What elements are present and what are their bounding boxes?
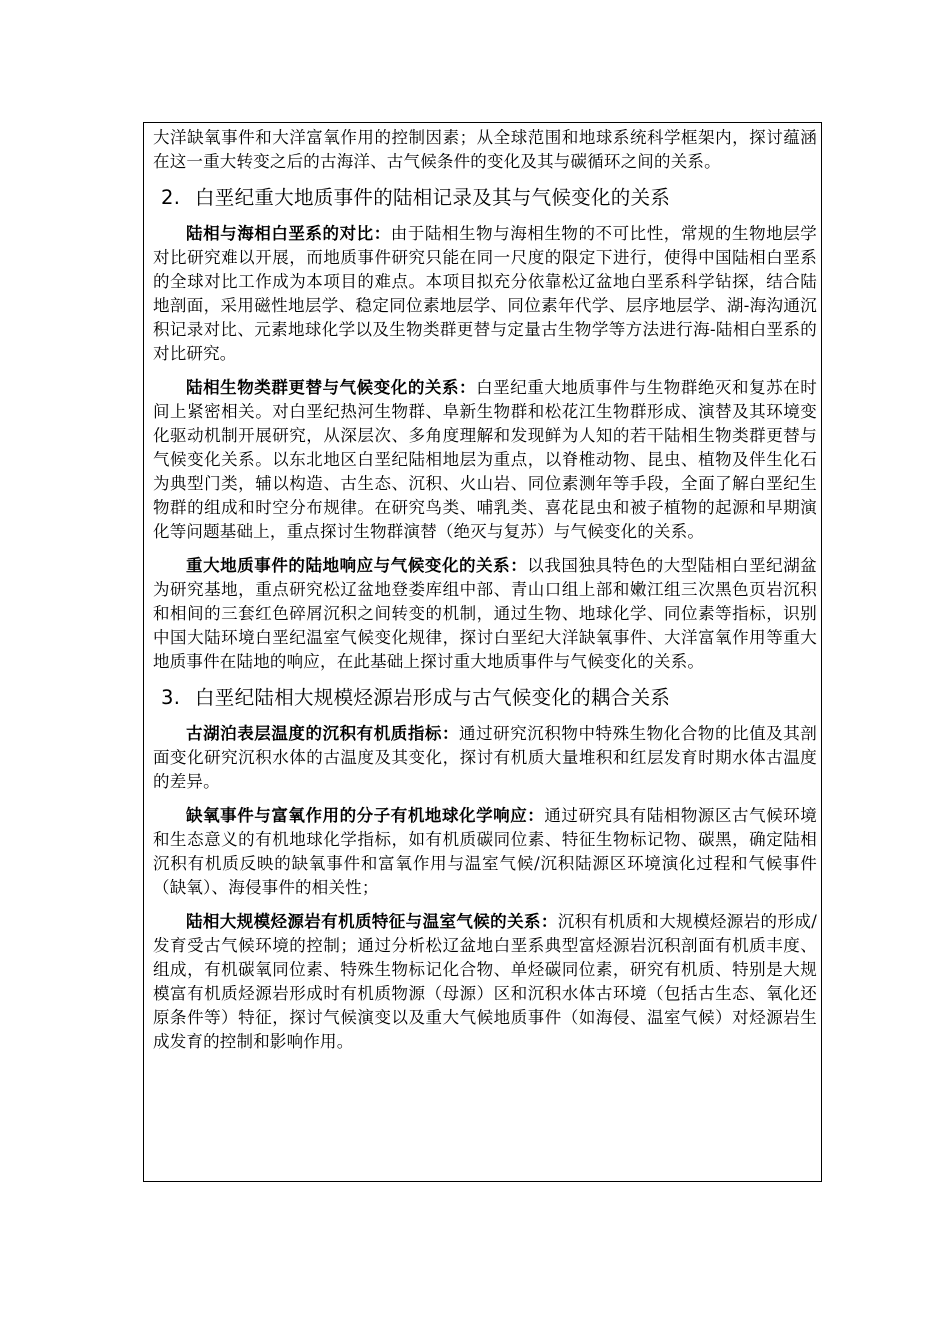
paragraph-text: 通过研究具有陆相物源区古气候环境和生态意义的有机地球化学指标，如有机质碳同位素、特征生物标记物、碳黑，确定陆相沉积有机质反映的缺氧事件和富氧作用与温室气候/沉积陆源区环境演化过程和气候事件（缺氧）、海侵事件的相关性； [153, 806, 817, 897]
document-body [153, 126, 817, 1054]
section-2-number: 2. [161, 186, 181, 209]
paragraph-lead: 缺氧事件与富氧作用的分子有机地球化学响应： [186, 806, 545, 825]
paragraph-lead: 重大地质事件的陆地响应与气候变化的关系： [186, 556, 528, 575]
section-2-paragraph-1 [153, 222, 817, 366]
section-2-heading [153, 184, 817, 212]
paragraph-text: 以我国独具特色的大型陆相白垩纪湖盆为研究基地，重点研究松辽盆地登娄库组中部、青山口组上部和嫩江组三次黑色页岩沉积和相间的三套红色碎屑沉积之间转变的机制，通过生物、地球化学、同位素等指标，识别中国大陆环境白垩纪温室气候变化规律，探讨白垩纪大洋缺氧事件、大洋富氧作用等重大地质事件在陆地的响应，在此基础上探讨重大地质事件与气候变化的关系。 [153, 556, 818, 671]
intro-paragraph: 大洋缺氧事件和大洋富氧作用的控制因素；从全球范围和地球系统科学框架内，探讨蕴涵在这一重大转变之后的古海洋、古气候条件的变化及其与碳循环之间的关系。 [153, 128, 817, 171]
paragraph-lead: 陆相大规模烃源岩有机质特征与温室气候的关系： [186, 912, 558, 931]
section-3-heading [153, 684, 817, 712]
section-3-number: 3. [161, 686, 181, 709]
paragraph-text: 沉积有机质和大规模烃源岩的形成/发育受古气候环境的控制；通过分析松辽盆地白垩系典型富烃源岩沉积剖面有机质丰度、组成，有机碳氧同位素、特殊生物标记化合物、单烃碳同位素，研究有机质、特别是大规模富有机质烃源岩形成时有机质物源（母源）区和沉积水体古环境（包括古生态、氧化还原条件等）特征，探讨气候演变以及重大气候地质事件（如海侵、温室气候）对烃源岩生成发育的控制和影响作用。 [153, 912, 817, 1051]
paragraph-lead: 古湖泊表层温度的沉积有机质指标： [186, 724, 460, 743]
section-3-paragraph-1 [153, 722, 817, 794]
section-2-title: 白垩纪重大地质事件的陆相记录及其与气候变化的关系 [195, 186, 671, 209]
section-3-paragraph-3 [153, 910, 817, 1054]
paragraph-lead: 陆相与海相白垩系的对比： [186, 224, 391, 243]
paragraph-lead: 陆相生物类群更替与气候变化的关系： [186, 378, 477, 397]
section-3-title: 白垩纪陆相大规模烃源岩形成与古气候变化的耦合关系 [195, 686, 671, 709]
section-2-paragraph-2 [153, 376, 817, 544]
paragraph-text: 由于陆相生物与海相生物的不可比性，常规的生物地层学对比研究难以开展，而地质事件研究只能在同一尺度的限定下进行，使得中国陆相白垩系的全球对比工作成为本项目的难点。本项目拟充分依靠松辽盆地白垩系科学钻探，结合陆地剖面，采用磁性地层学、稳定同位素地层学、同位素年代学、层序地层学、湖-海沟通沉积记录对比、元素地球化学以及生物类群更替与定量古生物学等方法进行海-陆相白垩系的对比研究。 [153, 224, 817, 363]
section-3-paragraph-2 [153, 804, 817, 900]
paragraph-text: 白垩纪重大地质事件与生物群绝灭和复苏在时间上紧密相关。对白垩纪热河生物群、阜新生物群和松花江生物群形成、演替及其环境变化驱动机制开展研究，从深层次、多角度理解和发现鲜为人知的若干陆相生物类群更替与气候变化关系。以东北地区白垩纪陆相地层为重点，以脊椎动物、昆虫、植物及伴生化石为典型门类，辅以构造、古生态、沉积、火山岩、同位素测年等手段，全面了解白垩纪生物群的组成和时空分布规律。在研究鸟类、哺乳类、喜花昆虫和被子植物的起源和早期演化等问题基础上，重点探讨生物群演替（绝灭与复苏）与气候变化的关系。 [153, 378, 818, 541]
paragraph-text: 通过研究沉积物中特殊生物化合物的比值及其剖面变化研究沉积水体的古温度及其变化，探讨有机质大量堆积和红层发育时期水体古温度的差异。 [153, 724, 818, 791]
section-2-paragraph-3 [153, 554, 817, 674]
